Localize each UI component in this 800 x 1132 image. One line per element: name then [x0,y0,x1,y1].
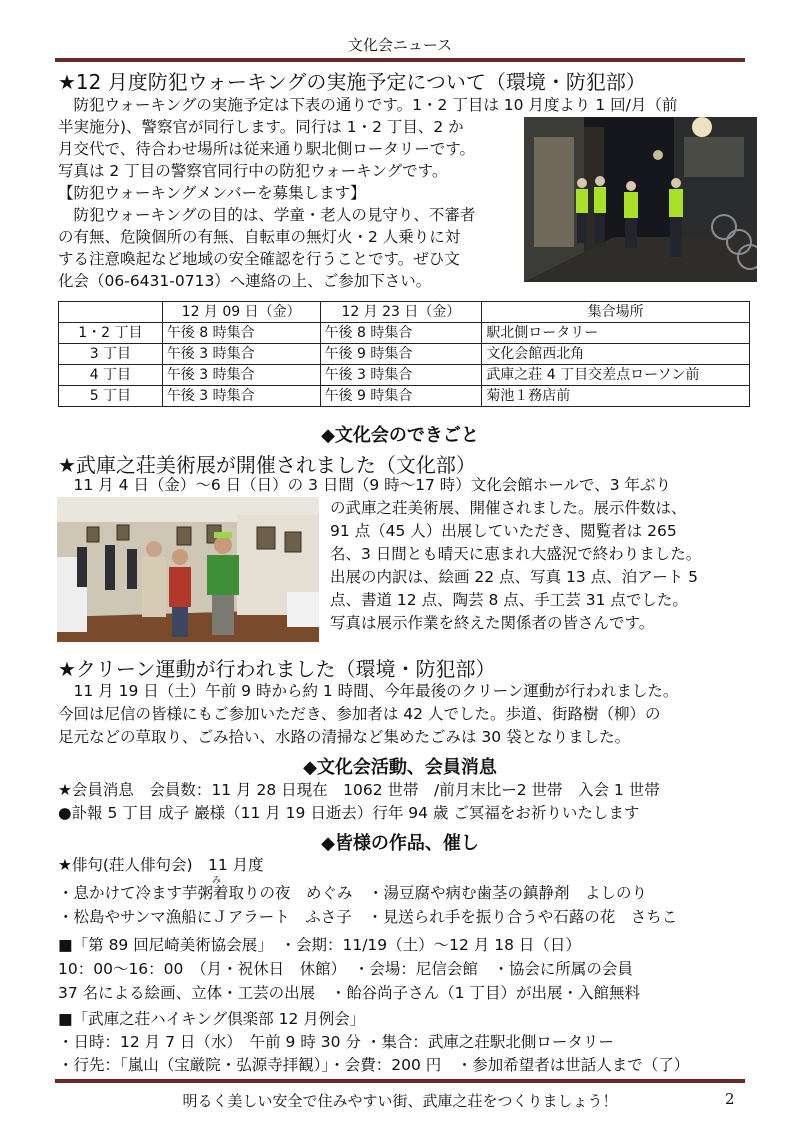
table-cell: 1・2 丁目 [59,323,163,344]
art-line: 11 月 4 日（金）～6 日（日）の 3 日間（9 時～17 時）文化会館ホールで、3 年ぶり [58,476,671,494]
patrol-photo [524,117,757,282]
table-cell: 5 丁目 [59,386,163,407]
patrol-line: の有無、危険個所の有無、自転車の無灯火・2 人乗りに対 [58,228,461,246]
table-header-row [59,302,750,323]
patrol-heading: ★12 月度防犯ウォーキングの実施予定について（環境・防犯部） [58,70,646,94]
table-cell: 午後 9 時集合 [320,386,482,407]
table-cell: 午後 3 時集合 [162,365,320,386]
table-cell: 午後 8 時集合 [162,323,320,344]
ruby-annotation: み [212,876,222,886]
footer-slogan: 明るく美しい安全で住みやすい街、武庫之荘をつくりましょう！ [182,1092,618,1110]
exhibit-line: ■「第 89 回尼崎美術協会展」 ・会期：11/19（土）～12 月 18 日（日） [58,936,581,954]
bottom-divider [55,1079,745,1083]
page-number: 2 [725,1090,735,1108]
table-row [59,344,750,365]
cleanup-line: 今回は尼信の皆様にもご参加いただき、参加者は 42 人でした。歩道、街路樹（柳）の [58,705,661,723]
patrol-schedule-table [58,301,750,407]
patrol-line: 防犯ウォーキングの実施予定は下表の通りです。1・2 丁目は 10 月度より 1 回/月（前 [58,96,678,114]
table-row [59,323,750,344]
works-section-title: ◆皆様の作品、催し [321,833,479,854]
patrol-line: 化会（06-6431-0713）へ連絡の上、ご参加下さい。 [58,272,432,290]
top-divider [55,58,745,62]
exhibit-line: 10：00～16：00 （月・祝休日 休館） ・会場：尼信会館 ・協会に所属の会員 [58,960,633,978]
patrol-line: 月交代で、待合わせ場所は従来通り駅北側ロータリーです。 [58,140,475,158]
table-cell: 午後 3 時集合 [162,344,320,365]
haiku-line: ・松島やサンマ漁船にＪアラート ふさ子 ・見送られ手を振り合うや石蕗の花 さちこ [58,908,678,926]
table-cell: 午後 3 時集合 [162,386,320,407]
art-line: の武庫之荘美術展、開催されました。展示件数は、 [330,499,687,517]
events-section-title: ◆文化会のできごと [321,425,479,446]
table-cell: 午後 8 時集合 [320,323,482,344]
patrol-subheading: 【防犯ウォーキングメンバーを募集します】 [58,184,366,202]
table-row [59,365,750,386]
exhibition-photo [57,497,319,642]
newsletter-title: 文化会ニュース [347,36,453,54]
table-cell: 午後 3 時集合 [320,365,482,386]
table-cell: 菊池１務店前 [482,386,750,407]
patrol-line: する注意喚起など地域の安全確認を行うことです。ぜひ文 [58,250,460,268]
table-cell: 駅北側ロータリー [482,323,750,344]
hiking-line: ・日時：12 月 7 日（水） 午前 9 時 30 分 ・集合：武庫之荘駅北側ロータリー [58,1033,614,1051]
haiku-title: ★俳句(荘人俳句会) 11 月度 [58,856,264,874]
obituary-line: ●訃報 5 丁目 成子 巖様（11 月 19 日逝去）行年 94 歳 ご冥福をお祈りいたします [58,804,640,822]
table-cell: 4 丁目 [59,365,163,386]
table-cell: 3 丁目 [59,344,163,365]
art-exhibition-heading: ★武庫之荘美術展が開催されました（文化部） [58,453,476,477]
patrol-line: 半実施分)、警察官が同行します。同行は 1・2 丁目、2 か [58,118,464,136]
patrol-line: 写真は 2 丁目の警察官同行中の防犯ウォーキングです。 [58,162,448,180]
art-line: 出展の内訳は、絵画 22 点、写真 13 点、泊アート 5 [330,568,698,586]
hiking-line: ■「武庫之荘ハイキング倶楽部 12 月例会」 [58,1010,366,1028]
art-line: 点、書道 12 点、陶芸 8 点、手工芸 31 点でした。 [330,591,688,609]
table-cell: 武庫之荘 4 丁目交差点ローソン前 [482,365,750,386]
art-line: 名、3 日間とも晴天に恵まれ大盛況で終わりました。 [330,545,702,563]
table-header-cell: 12 月 23 日（金） [320,302,482,323]
table-header-cell [59,302,163,323]
patrol-line: 防犯ウォーキングの目的は、学童・老人の見守り、不審者 [58,206,476,224]
haiku-line: ・息かけて冷ます芋粥着取りの夜 めぐみ ・湯豆腐や病む歯茎の鎮静剤 よしのり [58,884,648,902]
cleanup-line: 足元などの草取り、ごみ拾い、水路の清掃など集めたごみは 30 袋となりました。 [58,728,631,746]
art-line: 写真は展示作業を終えた関係者の皆さんです。 [330,614,655,632]
table-row [59,386,750,407]
table-cell: 午後 9 時集合 [320,344,482,365]
table-header-cell: 集合場所 [482,302,750,323]
members-section-title: ◆文化会活動、会員消息 [303,757,497,778]
table-header-cell: 12 月 09 日（金） [162,302,320,323]
member-count-line: ★会員消息 会員数：11 月 28 日現在 1062 世帯 /前月末比ー2 世帯 入会 1 世帯 [58,781,660,799]
art-line: 91 点（45 人）出展していただき、閲覧者は 265 [330,522,677,540]
cleanup-heading: ★クリーン運動が行われました（環境・防犯部） [58,657,496,681]
table-cell: 文化会館西北角 [482,344,750,365]
cleanup-line: 11 月 19 日（土）午前 9 時から約 1 時間、今年最後のクリーン運動が行われました。 [58,682,679,700]
hiking-line: ・行先：「嵐山（宝厳院・弘源寺拝観）」・会費：200 円 ・参加希望者は世話人まで（了） [58,1056,690,1074]
exhibit-line: 37 名による絵画、立体・工芸の出展 ・飴谷尚子さん（1 丁目）が出展・入館無料 [58,984,640,1002]
